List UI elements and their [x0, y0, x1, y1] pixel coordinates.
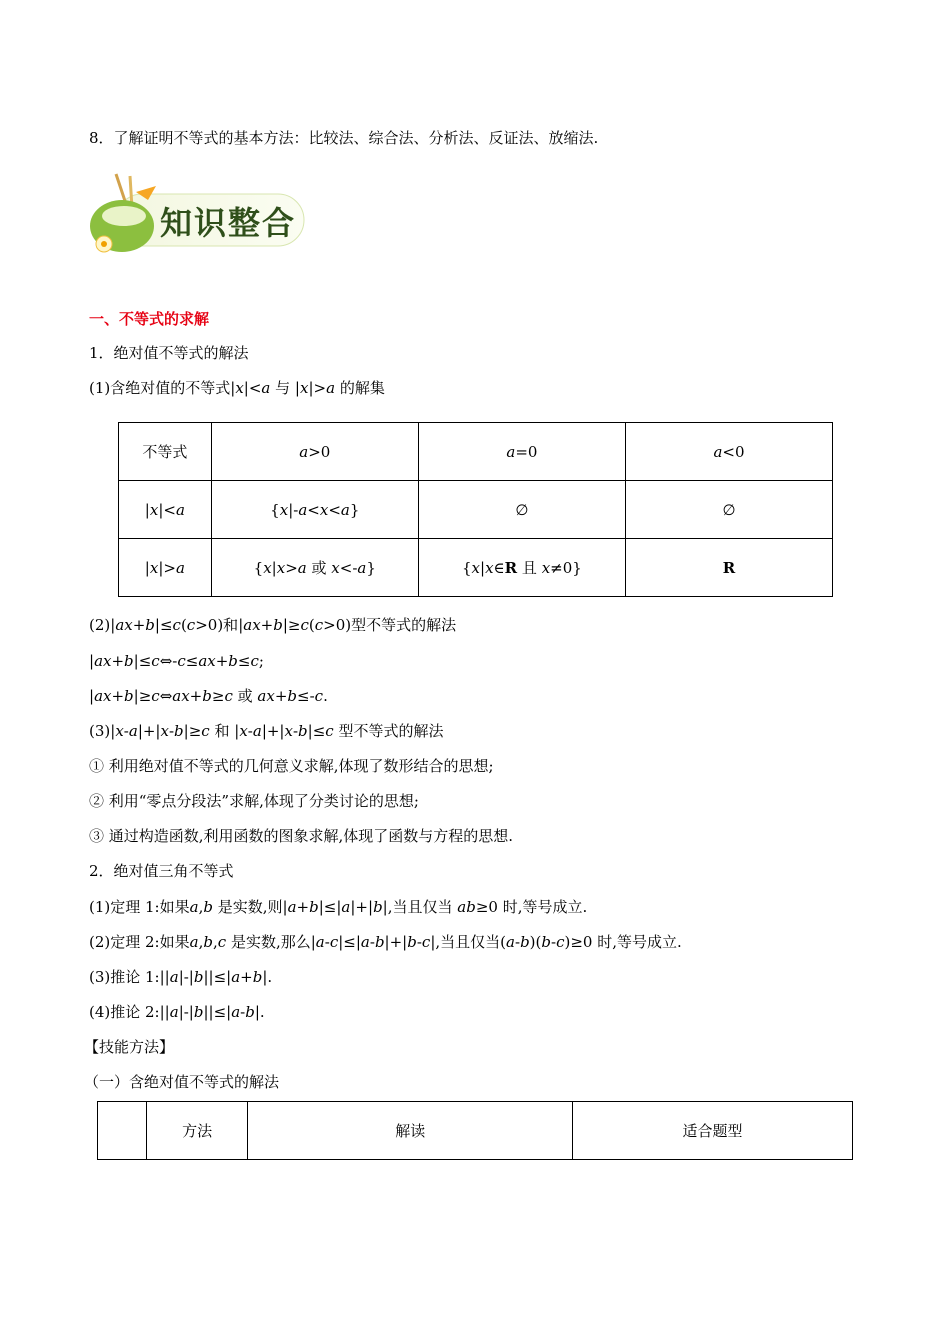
section-heading: 一、不等式的求解 — [89, 310, 210, 328]
cor1-label: (3)推论 1: — [89, 968, 160, 986]
banner-title: 知识整合 — [160, 204, 297, 242]
table-cell: ∅ — [625, 481, 832, 539]
table-cell: 解读 — [248, 1102, 573, 1160]
item-1: (1)含绝对值的不等式|x|<a 与 |x|>a 的解集 — [89, 379, 385, 397]
theorem2-a: (2)定理 2:如果 — [89, 933, 190, 951]
method-3: ③ 通过构造函数,利用函数的图象求解,体现了函数与方程的思想. — [89, 827, 514, 845]
subheading-1: 1．绝对值不等式的解法 — [89, 344, 249, 362]
item-3: (3)|x-a|+|x-b|≥c 和 |x-a|+|x-b|≤c 型不等式的解法 — [89, 722, 444, 740]
table-cell: |x|>a — [119, 539, 212, 597]
table-cell: {x|x>a 或 x<-a} — [211, 539, 418, 597]
item1-prefix: (1)含绝对值的不等式 — [89, 379, 231, 397]
and-word: 和 — [223, 616, 239, 634]
theorem2-b: 是实数,那么 — [230, 933, 311, 951]
or-word: 或 — [311, 559, 327, 577]
and-word: 和 — [214, 722, 230, 740]
knowledge-banner — [86, 172, 308, 260]
subheading-2: 2．绝对值三角不等式 — [89, 862, 234, 880]
theorem2-c: ,当且仅当 — [435, 933, 501, 951]
table-row — [119, 481, 833, 539]
theorem1-a: (1)定理 1:如果 — [89, 898, 190, 916]
item1-suffix: 的解集 — [339, 379, 385, 397]
table-cell: a<0 — [625, 423, 832, 481]
method-1: ① 利用绝对值不等式的几何意义求解,体现了数形结合的思想; — [89, 757, 494, 775]
table-row — [119, 539, 833, 597]
item-2: (2)|ax+b|≤c(c>0)和|ax+b|≥c(c>0)型不等式的解法 — [89, 616, 457, 634]
table-cell: 不等式 — [119, 423, 212, 481]
real-set: R — [504, 559, 518, 577]
theorem1-b: 是实数,则 — [217, 898, 283, 916]
table-cell: {x|-a<x<a} — [211, 481, 418, 539]
theorem-1: (1)定理 1:如果a,b 是实数,则|a+b|≤|a|+|b|,当且仅当 ab≥0 时,等号成立. — [89, 898, 588, 916]
table-cell: {x|x∈R 且 x≠0} — [418, 539, 625, 597]
table-cell — [625, 539, 832, 597]
item-8: 8．了解证明不等式的基本方法：比较法、综合法、分析法、反证法、放缩法. — [89, 129, 599, 147]
theorem1-c: ,当且仅当 — [387, 898, 453, 916]
item3-suffix: 型不等式的解法 — [338, 722, 444, 740]
method-2: ② 利用“零点分段法”求解,体现了分类讨论的思想; — [89, 792, 419, 810]
and-word: 且 — [521, 559, 537, 577]
skills-subheading: （一）含绝对值不等式的解法 — [84, 1073, 280, 1091]
theorem1-d: 时,等号成立. — [502, 898, 588, 916]
corollary-1: (3)推论 1:||a|-|b||≤|a+b|. — [89, 968, 273, 986]
table-row — [98, 1102, 853, 1160]
item2-suffix: 型不等式的解法 — [351, 616, 457, 634]
theorem-2: (2)定理 2:如果a,b,c 是实数,那么|a-c|≤|a-b|+|b-c|,当且仅当(a-b)(b-c)≥0 时,等号成立. — [89, 933, 682, 951]
table-cell: a=0 — [418, 423, 625, 481]
corollary-2: (4)推论 2:||a|-|b||≤|a-b|. — [89, 1003, 265, 1021]
table-row — [119, 423, 833, 481]
table-cell: |x|<a — [119, 481, 212, 539]
real-set: R — [722, 558, 736, 577]
or-word: 或 — [237, 687, 253, 705]
item1-mid: 与 — [275, 379, 291, 397]
table-cell — [98, 1102, 147, 1160]
theorem2-d: 时,等号成立. — [597, 933, 682, 951]
skills-heading: 【技能方法】 — [84, 1038, 175, 1056]
rule-2: |ax+b|≥c⇔ax+b≥c 或 ax+b≤-c. — [89, 687, 328, 705]
table-cell: 方法 — [146, 1102, 248, 1160]
rule-1: |ax+b|≤c⇔-c≤ax+b≤c; — [89, 652, 264, 670]
table-cell: 适合题型 — [573, 1102, 853, 1160]
solution-set-table — [118, 422, 833, 597]
table-cell: ∅ — [418, 481, 625, 539]
cor2-label: (4)推论 2: — [89, 1003, 160, 1021]
table-cell: a>0 — [211, 423, 418, 481]
methods-table — [97, 1101, 853, 1160]
